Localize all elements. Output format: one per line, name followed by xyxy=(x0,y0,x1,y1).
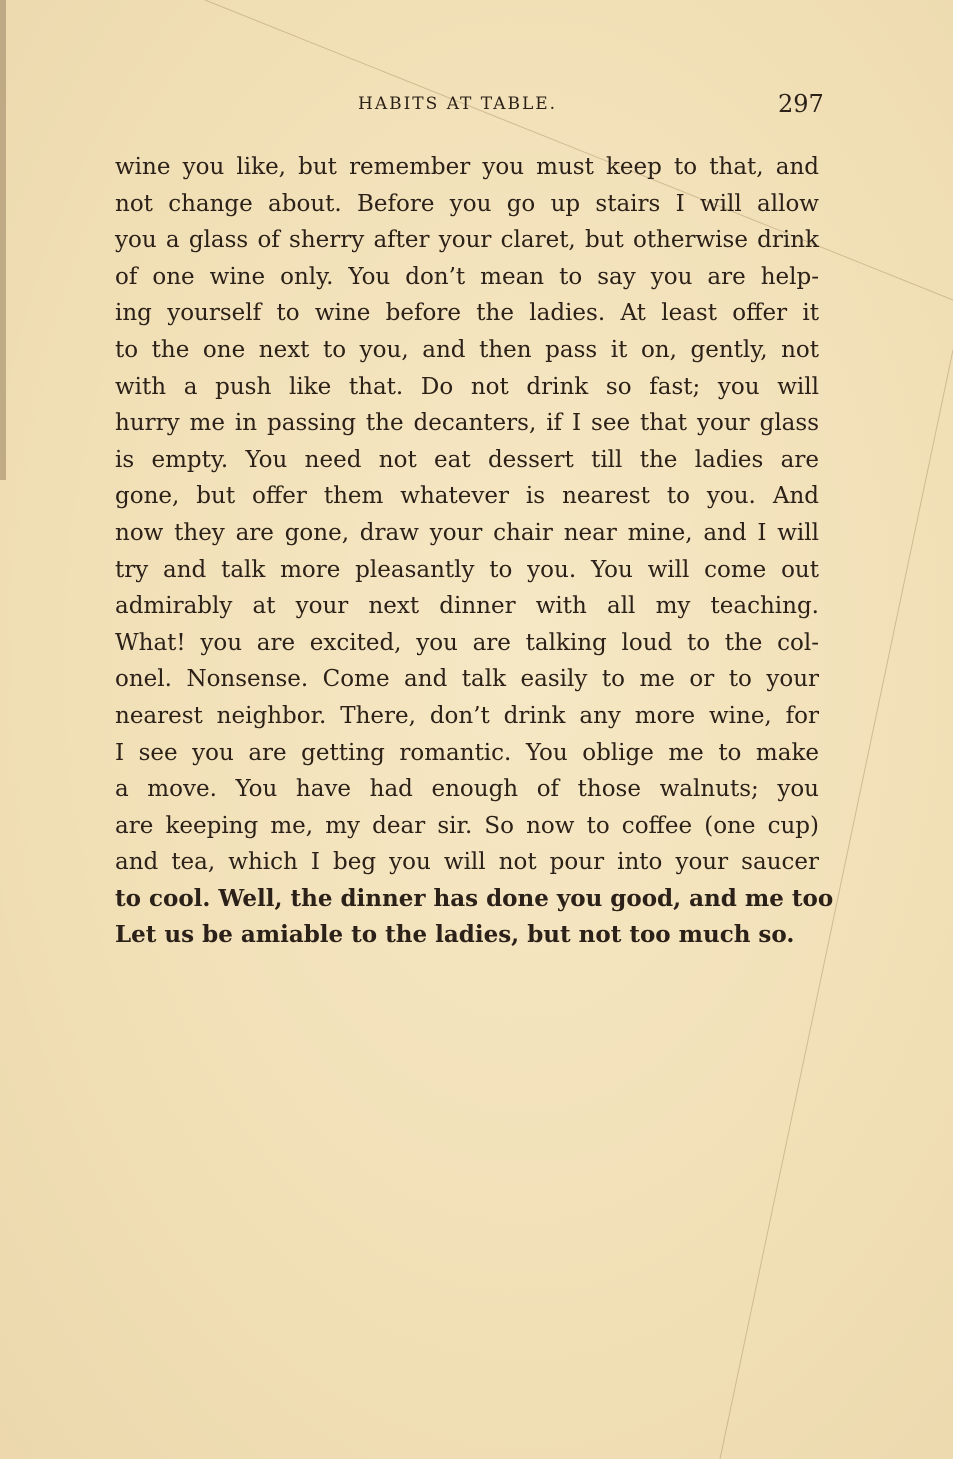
text-line: I see you are getting romantic. You oblige me to make xyxy=(115,739,819,766)
text-line: is empty. You need not eat dessert till the ladies are xyxy=(115,446,819,473)
text-line: try and talk more pleasantly to you. You will come out xyxy=(115,556,819,583)
binding-edge xyxy=(0,0,6,480)
text-line: a move. You have had enough of those walnuts; you xyxy=(115,776,819,803)
text-line: What! you are excited, you are talking loud to the col- xyxy=(115,629,819,656)
text-line: nearest neighbor. There, don’t drink any more wine, for xyxy=(115,702,819,729)
text-line: to cool. Well, the dinner has done you good, and me too xyxy=(115,884,834,912)
text-line: gone, but offer them whatever is nearest to you. And xyxy=(115,483,819,510)
text-line-last: Let us be amiable to the ladies, but not too much so. xyxy=(115,921,795,949)
page-number: 297 xyxy=(778,90,824,118)
text-line: to the one next to you, and then pass it on, gently, not xyxy=(115,336,819,363)
text-line: are keeping me, my dear sir. So now to coffee (one cup) xyxy=(115,812,819,839)
text-line: you a glass of sherry after your claret, but otherwise drink xyxy=(115,227,819,254)
text-line: wine you like, but remember you must keep to that, and xyxy=(115,154,819,180)
body-text xyxy=(115,149,834,954)
text-line: not change about. Before you go up stairs I will allow xyxy=(115,190,819,217)
text-line: onel. Nonsense. Come and talk easily to me or to your xyxy=(115,666,819,693)
text-line: hurry me in passing the decanters, if I see that your glass xyxy=(115,410,819,437)
text-line: and tea, which I beg you will not pour into your saucer xyxy=(115,849,819,876)
text-line: now they are gone, draw your chair near mine, and I will xyxy=(115,519,819,546)
text-line: of one wine only. You don’t mean to say you are help- xyxy=(115,263,819,290)
text-line: admirably at your next dinner with all my teaching. xyxy=(115,593,819,620)
running-head: HABITS AT TABLE. xyxy=(358,94,558,114)
text-line: with a push like that. Do not drink so fast; you will xyxy=(115,373,819,400)
text-line: ing yourself to wine before the ladies. At least offer it xyxy=(115,300,819,327)
